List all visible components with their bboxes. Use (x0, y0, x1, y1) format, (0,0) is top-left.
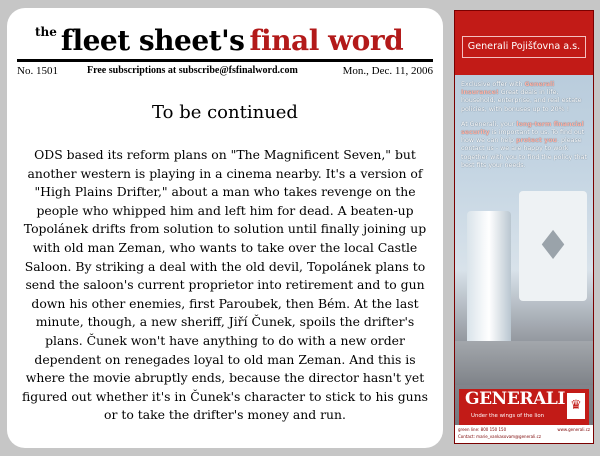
generali-tagline: Under the wings of the lion (471, 413, 545, 419)
newsletter-card (7, 8, 443, 448)
ad-contact-link[interactable]: Contact: marie_vankasovam@generali.cz (458, 434, 541, 439)
ad-security-text: At Generali, your (461, 120, 517, 128)
masthead (35, 24, 403, 62)
subscription-link[interactable]: Free subscriptions at subscribe@fsfinalword.com (87, 65, 298, 76)
building-image (467, 211, 511, 361)
issue-info-bar (17, 65, 433, 81)
lion-crest-icon: ♛ (567, 393, 585, 419)
ad-phone: green line: 800 150 150 (458, 427, 507, 432)
ad-offer-text: Exclusive offer with (461, 81, 525, 88)
masthead-title-fleet-sheet: fleet sheet's (60, 24, 245, 57)
article-body: ODS based its reform plans on "The Magnificent Seven," but another western is playing in a cinema nearby. It's a version of "High Plains Drifter," about a man who takes revenge on the people who whipped him and left him for dead. A beaten-up Topolánek drifts from solution to solution until finally joining up with old man Zeman, who wants to take over the local Castle Saloon. By striking a deal with the old devil, Topolánek plans to send the saloon's current proprietor into retirement and to gun down his other enemies, first Paroubek, then Bém. At the last minute, though, a new sheriff, Jiří Čunek, spoils the drifter's plans. Čunek won't have anything to do with a new order dependent on renegades loyal to old man Zeman. And this is where the movie abruptly ends, because the director hasn't yet figured out whether it's in Čunek's character to stick to his guns or to take the drifter's money and run. (22, 147, 428, 423)
ad-copy (461, 81, 589, 177)
ad-header (455, 11, 593, 75)
ad-paragraph-security (461, 121, 589, 170)
masthead-the: the (35, 25, 57, 39)
ad-security-text-3: , please contact us - we are happy to work together with you to find the policy that best fits your needs. (461, 137, 587, 169)
generali-logo-band (459, 389, 589, 425)
ad-protect-highlight: protect you (515, 137, 558, 145)
plaza-image (455, 341, 593, 385)
ad-paragraph-offer (461, 81, 589, 114)
ad-offer-details: Great deals in life, household, enterprise, and real estate policies, with bonuses up to 20% ! (461, 89, 582, 113)
masthead-title-final-word: final word (249, 24, 404, 57)
ad-offer-highlight: Generali Insurance! (461, 81, 555, 97)
lion-icon: ♦ (519, 191, 587, 301)
article-headline: To be continued (152, 102, 298, 123)
issue-number: No. 1501 (17, 65, 58, 77)
ad-title: Generali Pojišťovna a.s. (462, 36, 586, 58)
generali-advertisement[interactable] (454, 10, 594, 444)
issue-date: Mon., Dec. 11, 2006 (342, 65, 433, 77)
ad-security-highlight: long-term financial security (461, 120, 584, 137)
ad-footer (455, 425, 593, 443)
ad-website-link[interactable]: www.generali.cz (557, 427, 590, 432)
ad-security-text-2: is important to us. To find out how we can help (461, 129, 585, 145)
generali-logo: GENERALI (465, 389, 565, 409)
masthead-rule (17, 59, 433, 62)
